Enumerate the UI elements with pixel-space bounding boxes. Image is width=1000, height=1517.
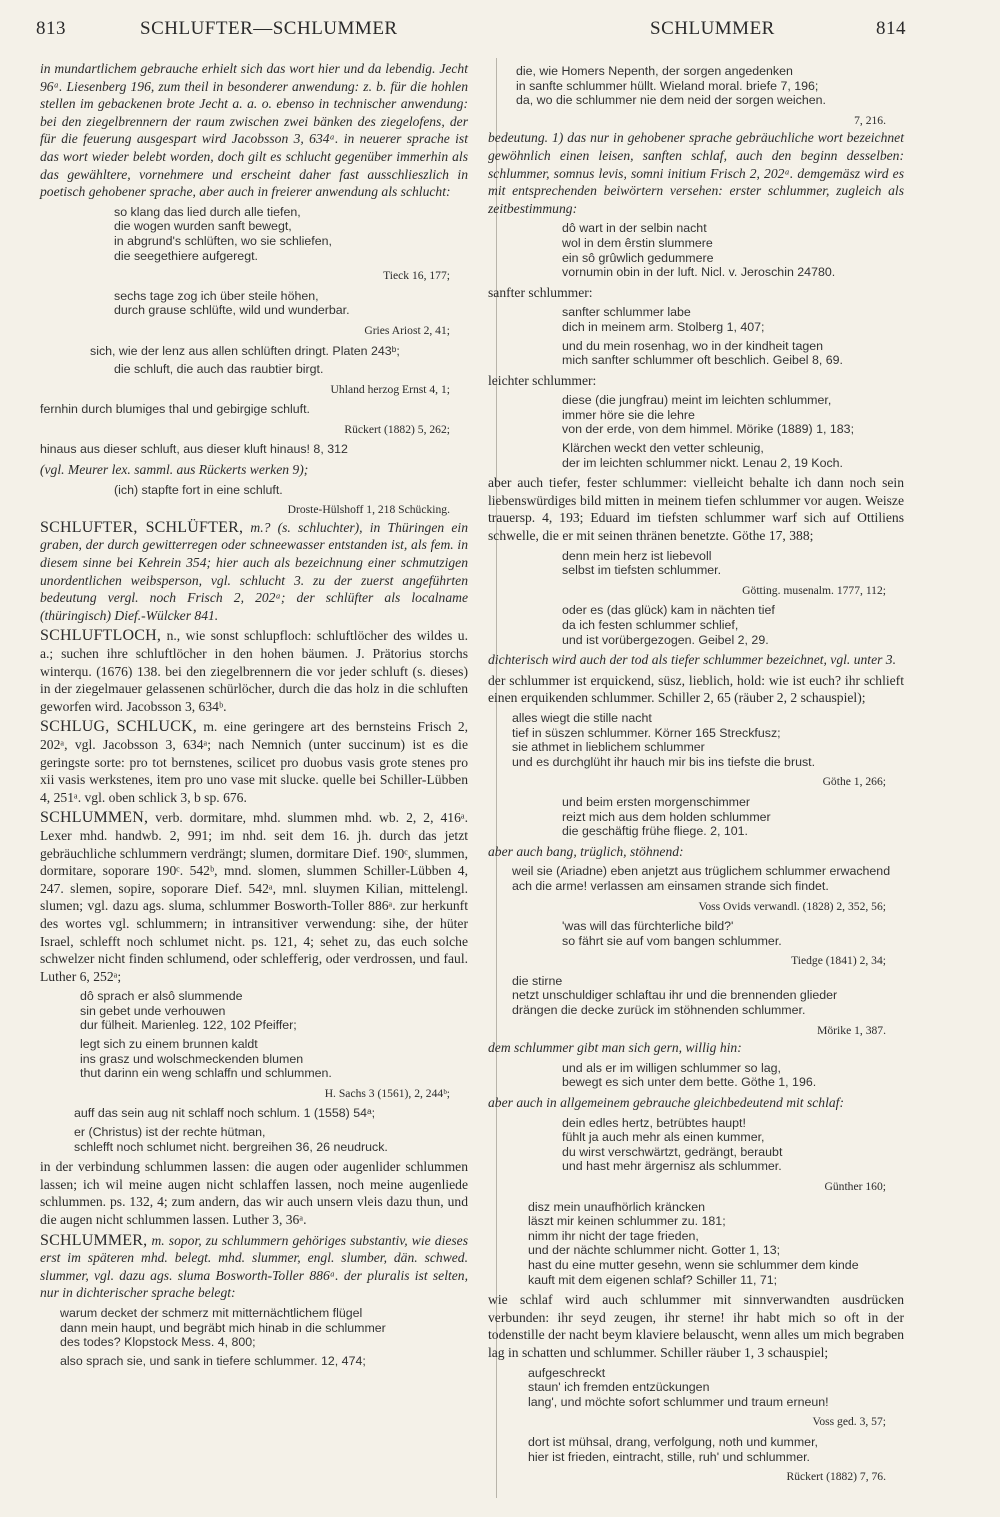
quote-line: sanfter schlummer labe [562,305,691,320]
quote-line: schlefft noch schlumet nicht. bergreihen 36, 26 neudruck. [74,1139,388,1154]
quote [40,1306,468,1350]
quote [488,1435,904,1464]
quote [40,1037,468,1081]
paragraph: in der verbindung schlummen lassen: die augen oder augenlider schlummen lassen; ich wil meine augen nicht schlaffen lassen, noch meine augenliede schlummen. ps. 132, 4; zum andern, das wir auch unsern vleis dazu thun, und die augen nicht schlummen lassen. Luther 3, 36ᵃ. [40,1159,468,1227]
quote: fernhin durch blumiges thal und gebirgige schluft. [40,402,311,417]
entry-text: m. sopor, zu schlummern gehöriges substantiv, wie dieses erst im späteren mhd. belegt. mhd. slummer, engl. slumber, dän. schwed. slummer, vgl. dazu ags. sluma Bosworth-Toller 886ᵃ. der pluralis ist selten, nur in dichterischer sprache belegt: [40,1232,468,1301]
quote [40,289,468,318]
quote-source: 7, 216. [854,113,886,127]
quote: also sprach sie, und sank in tiefere schlummer. 12, 474; [60,1353,366,1368]
quote-source: Günther 160; [824,1180,886,1193]
paragraph: der schlummer ist erquickend, süsz, lieblich, hold: wie ist euch? ihr schlieft einen erquikenden schlummer. Schiller 2, 65 (räuber 2, 2 schauspiel); [488,672,904,706]
quote-line: läszt mir keinen schlummer zu. 181; [528,1214,726,1229]
quote-line: durch grause schlüfte, wild und wunderbar. [114,303,350,318]
page-number-left: 813 [36,18,66,39]
quote-line: warum decket der schmerz mit mitternächtlichem flügel [60,1305,363,1320]
quote [488,339,904,368]
running-title-left: SCHLUFTER—SCHLUMMER [140,18,398,39]
paragraph: aber auch tiefer, fester schlummer: vielleicht behalte ich dann noch sein liebenswürdiges bild mitten in meinem tiefen schlummer vor augen. Weisze trauersp. 4, 193; Eduard im tiefsten schlummer warf sich auf Ottiliens schwelle, die er mit seinen thränen benetzte. Göthe 17, 388; [488,475,904,544]
quote-line: da, wo die schlummer nie dem neid der sorgen weichen. [516,93,826,108]
quote-line: der im leichten schlummer nickt. Lenau 2, 19 Koch. [562,455,843,470]
paragraph: wie schlaf wird auch schlummer mit sinnverwandten ausdrücken verbunden: ihr seyd zeugen, ihr sterne! ihr habt mich so oft in der todenstille der nacht beym klaviere belauscht, wenn alles um mich begraben lag in schatten und schlummer. Schiller räuber 1, 3 schauspiel; [488,1292,904,1360]
quote [488,305,904,334]
quote-line: sechs tage zog ich über steile höhen, [114,288,319,303]
quote-line: und es durchglüht ihr hauch mir bis ins tiefste die brust. [512,754,816,769]
quote-line: reizt mich aus dem holden schlummer [562,809,771,824]
entry-text: m.? (s. schluchter), in Thüringen ein graben, der durch gewitterregen oder schneewasser entstanden ist, als fem. in diesem sinne bei Kehrein 354; hier auch als bezeichnung einer schmutzigen unordentlichen weibsperson, vgl. schlucht 3. zu der zuerst angeführten bedeutung vergl. noch Frisch 2, 202ᵃ; der schlüfter als localname (thüringisch) Dief.-Wülcker 841. [40,519,469,623]
paragraph: sanfter schlummer: [488,284,593,300]
quote-line: dur fülheit. Marienleg. 122, 102 Pfeiffer; [80,1018,297,1033]
quote [488,221,904,279]
quote-line: wol in dem êrstin slummere [562,235,713,250]
quote-line: dô wart in der selbin nacht [562,221,707,236]
quote-line: sie athmet in lieblichem schlummer [512,740,705,755]
quote-line: aufgeschreckt [528,1365,606,1380]
paragraph: (vgl. Meurer lex. samml. aus Rückerts werken 9); [40,462,309,478]
quote-line: mich sanfter schlummer oft beschlich. Geibel 8, 69. [562,353,843,368]
quote-line: ein sô grûwlich gedummere [562,250,714,265]
paragraph: dichterisch wird auch der tod als tiefer schlummer bezeichnet, vgl. unter 3. [488,652,896,668]
entry-text: verb. dormitare, mhd. slummen mhd. wb. 2, 2, 416ᵃ. Lexer mhd. handwb. 2, 991; im nhd. seit dem 16. jh. durch das jetzt gebräuchliche schlummern verdrängt; slumen, dormitare Dief. 190ᶜ, slummen, dormitare, soporare 190ᶜ. 542ᵇ, mnd. slomen, slummen Schiller-Lübben 4, 247. slemen, sopire, soporare Dief. 542ᵃ, mnl. sluymen Kilian, mittelengl. slumen; vgl. dazu ags. sluma, schlummer Bosworth-Toller 886ᵃ. zur herkunft des wortes vgl. schlummern; in intransitiver verwendung: sihe, der hüter Israel, schlefft noch schlumet nicht. ps. 121, 4; sehet zu, das euch solche schwelzer nicht finden schlumend, oder schlefferig, oder verdrossen, und faul. Luther 6, 252ᵃ; [40,810,468,984]
quote [40,205,468,263]
left-column [40,60,468,1372]
quote [488,711,904,769]
quote-line: und der nächte schlummer nicht. Gotter 1, 13; [528,1243,781,1258]
quote-line: selbst im tiefsten schlummer. [562,563,722,578]
quote-line: die geschäftig frühe fliege. 2, 101. [562,824,748,839]
quote-line: dô sprach er alsô slummende [80,989,243,1004]
quote-source: Tieck 16, 177; [383,269,450,283]
quote [40,1125,468,1154]
quote-line: des todes? Klopstock Mess. 4, 800; [60,1335,256,1350]
quote-line: denn mein herz ist liebevoll [562,548,712,563]
quote-line: dort ist mühsal, drang, verfolgung, noth und kummer, [528,1434,818,1449]
lemma: SCHLUG, SCHLUCK, [40,718,197,736]
entry-schlummen [40,809,468,985]
entry-schlug [40,718,468,806]
quote-line: thut darinn ein weng schlaffn und schlummen. [80,1066,332,1081]
entry-text: m. eine geringere art des bernsteins Frisch 2, 202ᵃ, vgl. Jacobsson 3, 634ᵃ; nach Nemnich (unter succinum) ist es die geringste sorte: pro tot bernstenes, scilicet pro duobus vasis grote stenes pro xii vasis werkstenes, item pro uno vase mit slucke. quelle bei Schiller-Lübben 4, 251ᵃ. vgl. oben schlick 3, b sp. 676. [40,719,469,805]
quote [488,974,904,1018]
lemma: SCHLUMMER, [40,1231,148,1249]
quote-line: Klärchen weckt den vetter schleunig, [562,441,764,456]
quote-line: so fährt sie auf vom bangen schlummer. [562,933,782,948]
quote-source: Uhland herzog Ernst 4, 1; [330,382,450,396]
quote [40,989,468,1033]
quote-source: Droste-Hülshoff 1, 218 Schücking. [287,503,450,517]
quote [488,919,904,948]
quote-line: diese (die jungfrau) meint im leichten schlummer, [562,393,832,408]
quote-line: die, wie Homers Nepenth, der sorgen angedenken [516,64,793,78]
quote-line: ach die arme! verlassen am einsamen strande sich findet. [512,878,829,893]
paragraph: aber auch bang, trüglich, stöhnend: [488,843,684,859]
quote [488,1116,904,1174]
quote-line: von der erde, von dem himmel. Mörike (1889) 1, 183; [562,422,855,437]
quote-line: die seegethiere aufgeregt. [114,248,258,263]
quote-line: immer höre sie die lehre [562,407,695,422]
quote-line: bewegt es sich unter dem bette. Göthe 1, 196. [562,1075,817,1090]
quote [488,1366,904,1410]
quote-source: Mörike 1, 387. [817,1023,886,1037]
quote-line: fühlt ja auch mehr als einen kummer, [562,1130,765,1145]
quote: hinaus aus dieser schluft, aus dieser kluft hinaus! 8, 312 [40,442,348,457]
quote-line: netzt unschuldiger schlaftau ihr und die brennenden glieder [512,988,838,1003]
quote-line: lang', und möchte sofort schlummer und traum erneun! [528,1394,829,1409]
quote-line: du wirst verschwärtzt, gedrängt, beraubt [562,1144,783,1159]
quote-line: weil sie (Ariadne) eben anjetzt aus trüglichem schlummer erwachend [512,864,891,879]
quote-source: Voss Ovids verwandl. (1828) 2, 352, 56; [698,899,886,913]
quote-source: Rückert (1882) 7, 76. [786,1470,886,1484]
quote-line: die wogen wurden sanft bewegt, [114,219,292,234]
quote-line: und ist vorübergezogen. Geibel 2, 29. [562,632,769,647]
quote-line: hier ist frieden, eintracht, stille, ruh' und schlummer. [528,1449,810,1464]
paragraph: aber auch in allgemeinem gebrauche gleichbedeutend mit schlaf: [488,1095,844,1111]
quote-line: und beim ersten morgenschimmer [562,794,751,809]
paragraph: bedeutung. 1) das nur in gehobener sprache gebräuchliche wort bezeichnet gewöhnlich einen leisen, sanften schlaf, auch den beginn desselben: schlummer, somnus levis, somni initium Frisch 2, 202ᵃ. demgemäsz wird es mit entsprechenden beiwörtern versehen: erster schlummer, zugleich als zeitbestimmung: [488,130,904,216]
quote-line: sin gebet unde verhouwen [80,1003,226,1018]
entry-schlummer [40,1232,468,1302]
entry-schluftloch [40,627,468,715]
paragraph: dem schlummer gibt man sich gern, willig hin: [488,1040,742,1056]
quote-line: disz mein unaufhörlich kräncken [528,1199,706,1214]
quote-source: Voss ged. 3, 57; [812,1415,886,1429]
quote-source: Götting. musenalm. 1777, 112; [742,583,886,597]
quote-line: alles wiegt die stille nacht [512,710,652,725]
quote [488,549,904,578]
paragraph: leichter schlummer: [488,372,597,388]
quote-line: ins grasz und wolschmeckenden blumen [80,1051,304,1066]
lemma: SCHLUMMEN, [40,809,149,827]
quote [488,1061,904,1090]
quote [488,1200,904,1288]
quote-line: dein edles hertz, betrübtes haupt! [562,1115,746,1130]
quote-source: H. Sachs 3 (1561), 2, 244ᵇ; [324,1086,450,1100]
quote-line: dich in meinem arm. Stolberg 1, 407; [562,319,765,334]
quote-source: Gries Ariost 2, 41; [364,323,450,337]
quote-line: da ich festen schlummer schlief, [562,618,739,632]
quote-line: hast du eine mutter gesehn, wenn sie schlummer dem kinde [528,1257,859,1272]
quote-source: Göthe 1, 266; [822,775,886,789]
quote-line: 'was will das fürchterliche bild?' [562,919,734,934]
quote-line: staun' ich fremden entzückungen [528,1380,710,1395]
lemma: SCHLUFTLOCH, [40,627,162,645]
quote-line: die stirne [512,973,563,988]
page-number-right: 814 [876,18,906,39]
lemma: SCHLUFTER, SCHLÜFTER, [40,518,244,536]
quote-line: dann mein haupt, und begräbt mich hinab in die schlummer [60,1320,386,1335]
running-title-right: SCHLUMMER [650,18,775,39]
entry-text: n., wie sonst schlupfloch: schluftlöcher des wildes u. a.; suchen ihre schluftlöcher in den hohen bäumen. J. Prätorius storchs winterqu. (1676) 138. bei den ziegelbrennern die vor jeder schluft (s. dieses) in der ziegelmauer gelassenen schürlöcher, durch die das holz in die schluften geworfen wird. Jacobsson 3, 634ᵇ. [40,628,468,714]
quote-source: Rückert (1882) 5, 262; [344,422,450,436]
quote [488,864,904,893]
quote-line: legt sich zu einem brunnen kaldt [80,1037,258,1052]
quote-line: kauft mit dem eigenen schlaf? Schiller 11, 71; [528,1272,778,1287]
quote [488,64,904,108]
entry-schlufter [40,519,468,625]
quote: sich, wie der lenz aus allen schlüften dringt. Platen 243ᵇ; [90,343,400,358]
quote-line: so klang das lied durch alle tiefen, [114,204,301,219]
quote-line: er (Christus) ist der rechte hütman, [74,1125,266,1140]
quote: die schluft, die auch das raubtier birgt. [114,362,324,377]
quote [488,795,904,839]
quote-line: drängen die decke zurück im stöhnenden schlummer. [512,1003,806,1018]
quote-line: tief in süszen schlummer. Körner 165 Streckfusz; [512,725,781,740]
quote [488,441,904,470]
quote-line: und du mein rosenhag, wo in der kindheit tagen [562,338,824,353]
quote [488,393,904,437]
quote: auff das sein aug nit schlaff noch schlum. 1 (1558) 54ᵃ; [74,1106,376,1121]
quote [488,603,904,647]
quote-line: in sanfte schlummer hüllt. Wieland moral. briefe 7, 196; [516,78,819,93]
quote-line: und als er im willigen schlummer so lag, [562,1060,781,1075]
paragraph: in mundartlichem gebrauche erhielt sich das wort hier und da lebendig. Jecht 96ᵃ. Liesenberg 196, zum theil in besonderer anwendung: z. b. für die hohlen stellen im gebackenen brote Jecht a. a. o. ebenso in technischer anwendung: bei den ziegelbrennern der raum zwischen zwei bänken des ziegelofens, der für die feuerung ausgespart wird Jacobsson 3, 634ᵃ. in neuerer sprache ist das wort wieder belebt worden, doch gilt es schlucht gegenüber immerhin als das gewähltere, vornehmere und erscheint daher fast ausschlieszlich in poetisch gehobener sprache, aber auch in freierer anwendung als schlucht: [40,61,468,200]
quote-line: in abgrund's schlüften, wo sie schliefen, [114,233,332,248]
quote-line: vornumin obin in der luft. Nicl. v. Jeroschin 24780. [562,265,836,280]
right-column [488,60,904,1486]
quote: (ich) stapfte fort in eine schluft. [114,482,283,497]
quote-line: oder es (das glück) kam in nächten tief [562,603,775,618]
quote-source: Tiedge (1841) 2, 34; [791,954,886,968]
quote-line: und hast mehr ärgernisz als schlummer. [562,1159,782,1174]
quote-line: nimm ihr nicht der tage frieden, [528,1228,699,1243]
